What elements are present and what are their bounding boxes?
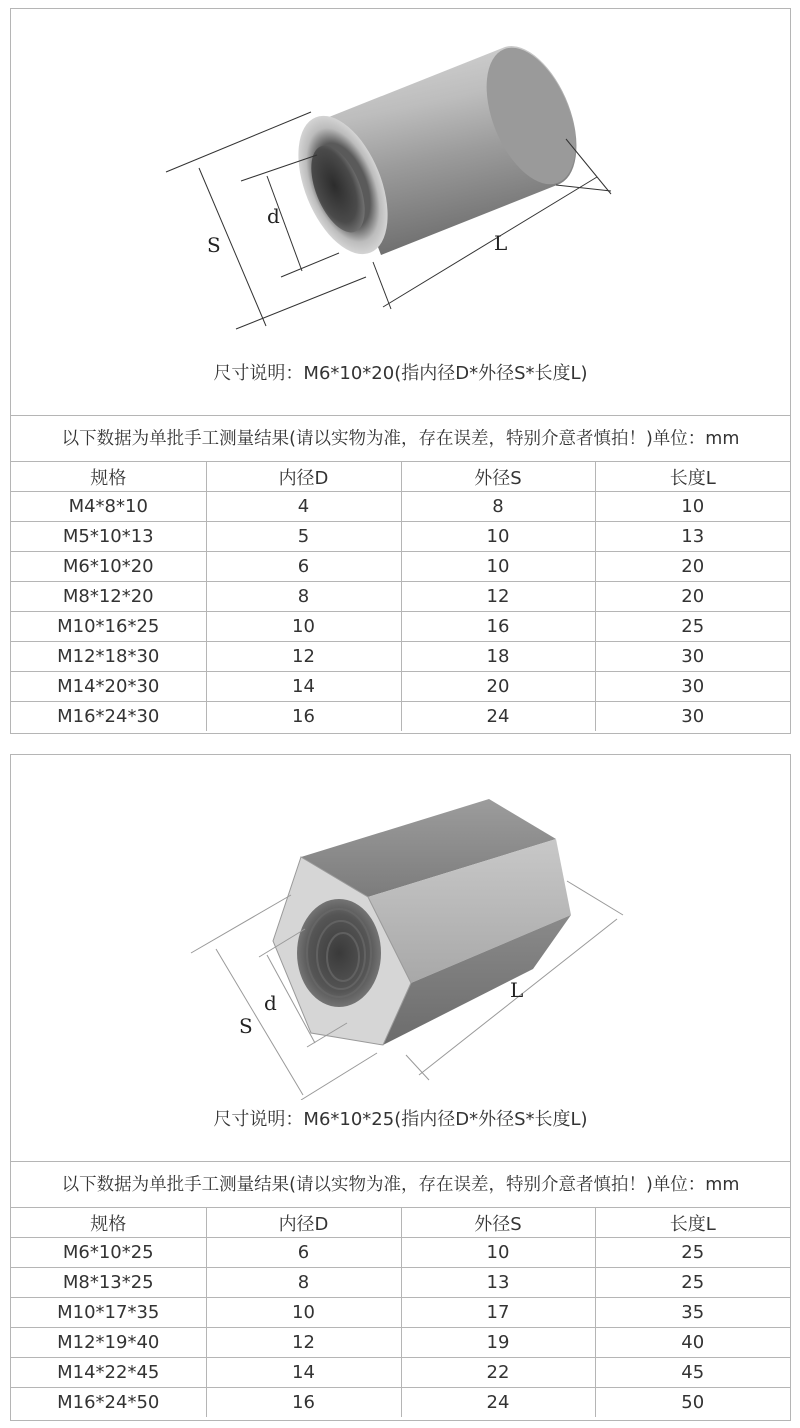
table-cell: M8*13*25: [11, 1268, 206, 1298]
table-row: [11, 552, 790, 582]
product-panel-hex: [10, 754, 791, 1421]
table-cell: 12: [206, 642, 401, 672]
table-header-cell: 规格: [11, 462, 206, 492]
table-cell: 35: [595, 1298, 790, 1328]
table-cell: 8: [401, 492, 595, 522]
size-caption: 尺寸说明：M6*10*25(指内径D*外径S*长度L): [213, 1109, 588, 1130]
table-row: [11, 1358, 790, 1388]
table-cell: 13: [595, 522, 790, 552]
table-cell: 10: [401, 1238, 595, 1268]
table-cell: 24: [401, 702, 595, 732]
table-cell: 30: [595, 642, 790, 672]
table-cell: 19: [401, 1328, 595, 1358]
table-cell: M10*16*25: [11, 612, 206, 642]
table-cell: M4*8*10: [11, 492, 206, 522]
table-cell: M5*10*13: [11, 522, 206, 552]
table-cell: 12: [401, 582, 595, 612]
table-cell: M12*19*40: [11, 1328, 206, 1358]
table-row: [11, 642, 790, 672]
table-cell: 16: [206, 1388, 401, 1418]
table-cell: 50: [595, 1388, 790, 1418]
table-cell: 4: [206, 492, 401, 522]
table-cell: 10: [401, 522, 595, 552]
table-cell: M8*12*20: [11, 582, 206, 612]
spec-table: [11, 1207, 790, 1417]
table-cell: M6*10*20: [11, 552, 206, 582]
table-cell: 20: [401, 672, 595, 702]
table-header-cell: 外径S: [401, 462, 595, 492]
table-cell: M16*24*50: [11, 1388, 206, 1418]
table-cell: M6*10*25: [11, 1238, 206, 1268]
table-cell: 18: [401, 642, 595, 672]
table-cell: 6: [206, 1238, 401, 1268]
table-cell: 12: [206, 1328, 401, 1358]
table-cell: 10: [401, 552, 595, 582]
table-row: [11, 612, 790, 642]
table-row: [11, 1388, 790, 1418]
measurement-note: 以下数据为单批手工测量结果(请以实物为准，存在误差，特别介意者慎拍！)单位：mm: [11, 1161, 790, 1208]
table-cell: 6: [206, 552, 401, 582]
table-cell: 20: [595, 552, 790, 582]
table-row: [11, 522, 790, 552]
table-cell: 40: [595, 1328, 790, 1358]
table-cell: 14: [206, 1358, 401, 1388]
spec-table: [11, 461, 790, 731]
table-row: [11, 1328, 790, 1358]
table-header-cell: 内径D: [206, 1208, 401, 1238]
table-header-cell: 规格: [11, 1208, 206, 1238]
table-cell: 8: [206, 582, 401, 612]
table-header-cell: 内径D: [206, 462, 401, 492]
dimension-label-d: d: [267, 204, 280, 228]
table-cell: 8: [206, 1268, 401, 1298]
table-cell: 10: [206, 1298, 401, 1328]
table-cell: 13: [401, 1268, 595, 1298]
product-photo-round-coupling-nut: [11, 9, 790, 414]
table-row: [11, 492, 790, 522]
table-cell: 25: [595, 612, 790, 642]
table-row: [11, 1238, 790, 1268]
table-row: [11, 1298, 790, 1328]
dimension-label-l: L: [494, 231, 508, 255]
table-header-row: [11, 1208, 790, 1238]
table-cell: 22: [401, 1358, 595, 1388]
table-cell: 17: [401, 1298, 595, 1328]
dimension-label-l: L: [510, 978, 524, 1002]
table-row: [11, 702, 790, 732]
table-row: [11, 1268, 790, 1298]
dimension-label-d: d: [264, 991, 277, 1015]
table-header-row: [11, 462, 790, 492]
table-header-cell: 外径S: [401, 1208, 595, 1238]
table-cell: 5: [206, 522, 401, 552]
table-cell: M12*18*30: [11, 642, 206, 672]
size-caption: 尺寸说明：M6*10*20(指内径D*外径S*长度L): [213, 363, 588, 384]
table-cell: 30: [595, 672, 790, 702]
table-cell: M14*22*45: [11, 1358, 206, 1388]
measurement-note: 以下数据为单批手工测量结果(请以实物为准，存在误差，特别介意者慎拍！)单位：mm: [11, 415, 790, 462]
table-cell: 25: [595, 1238, 790, 1268]
product-photo-hex-coupling-nut: [11, 755, 790, 1160]
table-cell: 45: [595, 1358, 790, 1388]
table-cell: M10*17*35: [11, 1298, 206, 1328]
table-row: [11, 582, 790, 612]
table-cell: 10: [595, 492, 790, 522]
table-cell: 16: [206, 702, 401, 732]
product-panel-round: [10, 8, 791, 734]
table-cell: 16: [401, 612, 595, 642]
table-cell: 30: [595, 702, 790, 732]
table-cell: 14: [206, 672, 401, 702]
table-cell: 24: [401, 1388, 595, 1418]
table-cell: 25: [595, 1268, 790, 1298]
hex-nut-thread-hole: [297, 899, 381, 1007]
table-cell: M14*20*30: [11, 672, 206, 702]
table-cell: 20: [595, 582, 790, 612]
dimension-label-s: S: [239, 1014, 253, 1038]
table-header-cell: 长度L: [595, 1208, 790, 1238]
table-cell: 10: [206, 612, 401, 642]
dimension-label-s: S: [207, 233, 221, 257]
table-row: [11, 672, 790, 702]
table-header-cell: 长度L: [595, 462, 790, 492]
table-cell: M16*24*30: [11, 702, 206, 732]
